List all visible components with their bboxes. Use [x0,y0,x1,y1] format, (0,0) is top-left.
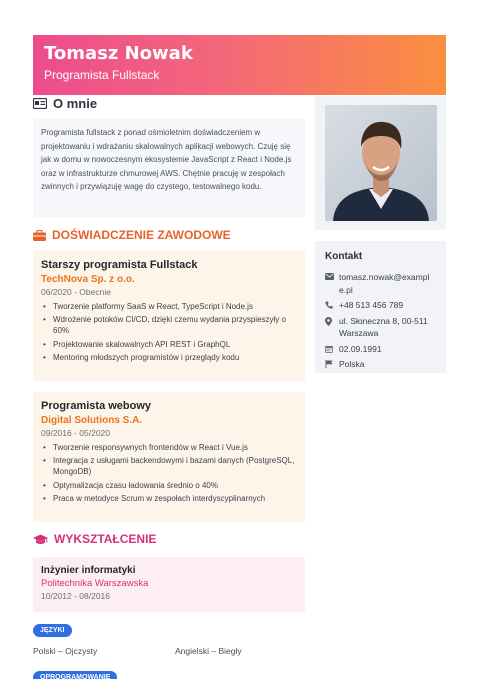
contact-phone[interactable] [325,299,436,312]
briefcase-icon [33,230,46,241]
job-duty: • Tworzenie responsywnych frontendów w React i Vue.js [41,442,297,453]
photo-panel [315,96,446,230]
school: Politechnika Warszawska [41,578,149,589]
contact-panel [315,241,446,373]
about-section-title [33,96,97,111]
contact-nationality [325,358,436,371]
job-duty: • Mentoring młodszych programistów i przeglądy kodu [41,352,297,363]
education-title-text: WYKSZTAŁCENIE [54,532,157,546]
job-dates: 09/2016 - 05/2020 [41,428,111,438]
job-duty: • Integracja z usługami backendowymi i bazami danych (PostgreSQL, MongoDB) [41,455,297,477]
software-badge: OPROGRAMOWANIE [33,671,117,679]
job-duty: • Optymalizacja czasu ładowania średnio o 40% [41,480,297,491]
degree: Inżynier informatyki [41,565,136,576]
flag-icon [325,358,339,371]
language-item: Angielski – Biegły [175,646,242,656]
nationality-value: Polska [339,359,365,369]
map-pin-icon [325,315,339,340]
job-company: Digital Solutions S.A. [41,415,143,426]
job-duty: • Projektowanie skalowalnych API REST i GraphQL [41,339,297,350]
language-item: Polski – Ojczysty [33,646,98,656]
person-role: Programista Fullstack [44,68,160,82]
address-value: ul. Słoneczna 8, 00-511 Warszawa [339,315,428,338]
phone-icon [325,299,339,312]
contact-birthdate [325,343,436,356]
job-duty: • Wdrożenie potoków CI/CD, dzięki czemu wydania przyspieszyły o 60% [41,314,297,336]
education-dates: 10/2012 - 08/2016 [41,591,111,601]
experience-section-title [33,228,231,242]
cv-header [33,35,446,95]
id-card-icon [33,98,47,109]
person-name: Tomasz Nowak [44,43,193,64]
languages-badge: JĘZYKI [33,624,72,637]
job-duties [41,442,297,504]
job-duty: • Praca w metodyce Scrum w zespołach interdyscyplinarnych [41,493,297,504]
job-duty: • Tworzenie platformy SaaS w React, TypeScript i Node.js [41,301,297,312]
job-title: Starszy programista Fullstack [41,259,198,271]
education-entry [33,557,305,612]
phone-value: +48 513 456 789 [339,300,404,310]
job-duties [41,301,297,363]
job-company: TechNova Sp. z o.o. [41,274,135,285]
profile-photo [325,105,437,221]
calendar-icon [325,343,339,356]
birthdate-value: 02.09.1991 [339,343,382,354]
about-title-text: O mnie [53,96,98,111]
envelope-icon [325,271,339,296]
about-text: Programista fullstack z ponad ośmioletnim doświadczeniem w projektowaniu i wdrażaniu skalowalnych aplikacji webowych. Czuję się jak w domu w nowoczesnym ekosystemie JavaScript z React i Node.js oraz w infrastrukturze chmurowej AWS. Chętnie pracuję w zespołach zwinnych i przywiązuję wagę do czystego, testowalnego kodu. [33,119,305,217]
job-dates: 06/2020 - Obecnie [41,287,111,297]
experience-title-text: DOŚWIADCZENIE ZAWODOWE [52,228,231,242]
graduation-cap-icon [33,534,48,545]
job-entry [33,251,305,381]
contact-address [325,315,436,340]
contact-title: Kontakt [325,251,363,262]
contact-email[interactable] [325,271,436,296]
email-value: tomasz.nowak@example.pl [339,272,430,295]
job-title: Programista webowy [41,400,152,412]
education-section-title [33,532,156,546]
job-entry [33,392,305,522]
